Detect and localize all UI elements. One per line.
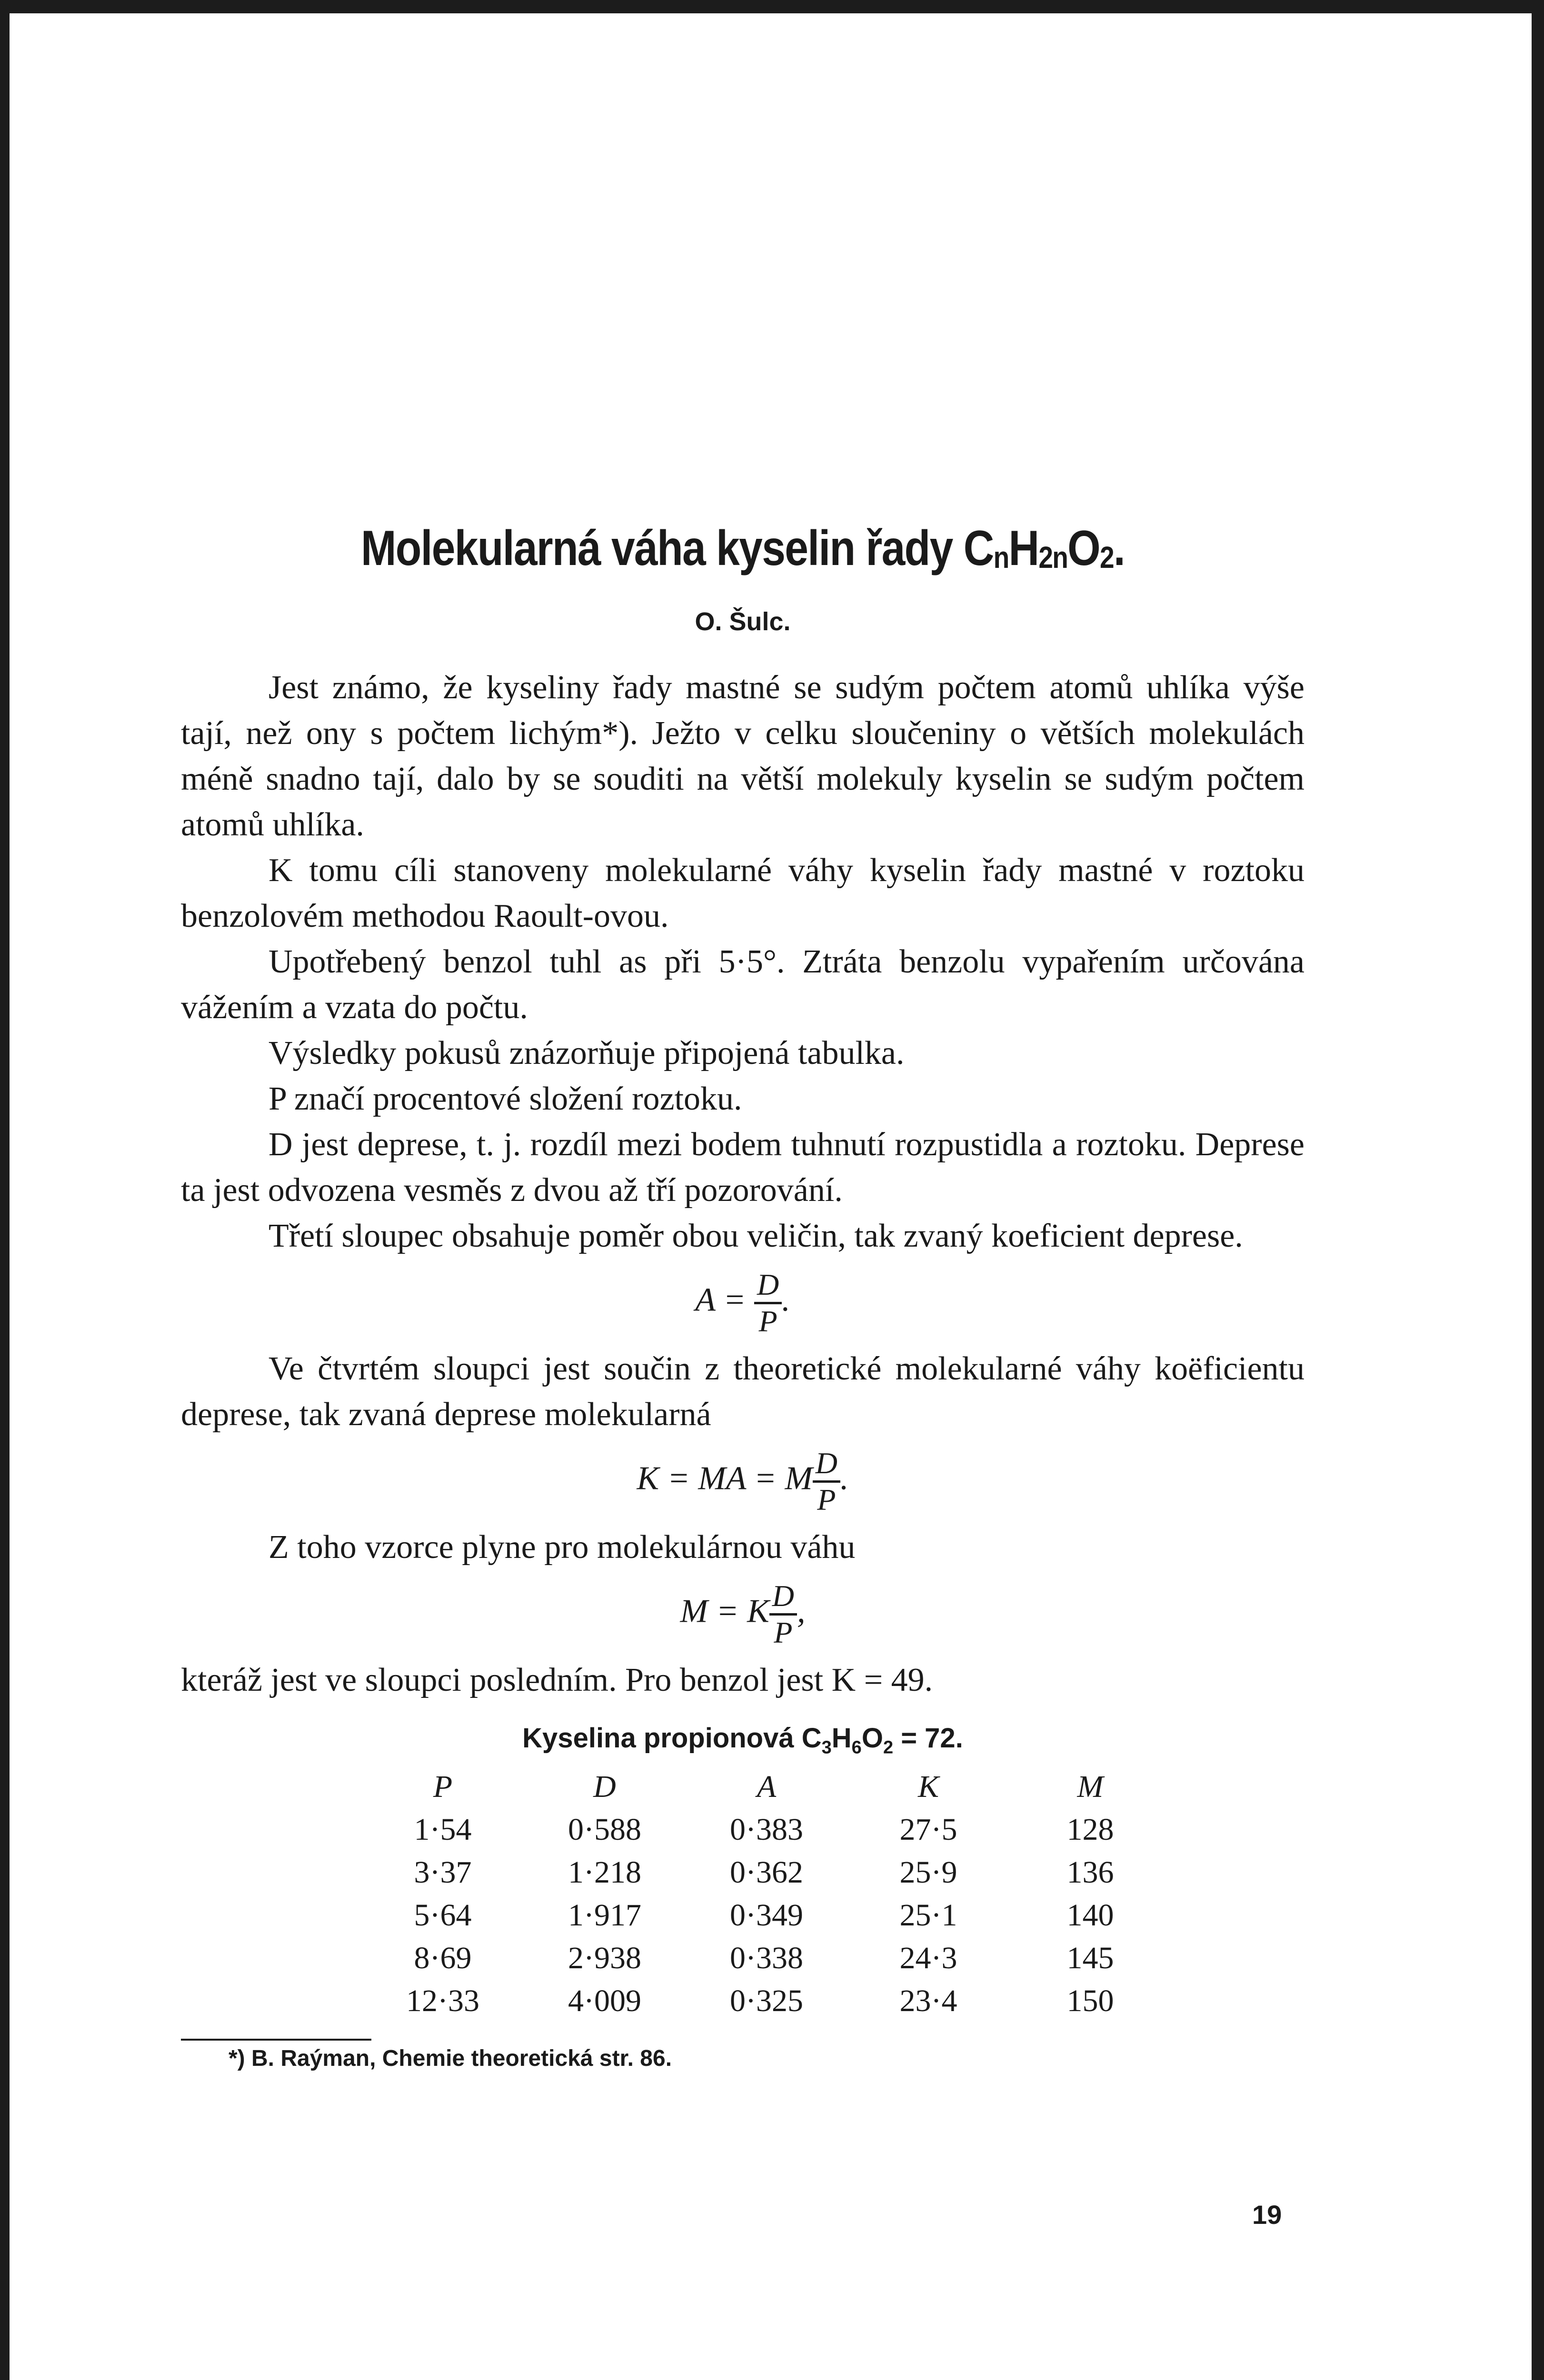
table-row — [362, 1851, 1171, 1894]
table-cell: 8·69 — [414, 1941, 472, 1976]
table-cell: 0·349 — [730, 1898, 803, 1933]
table-row — [362, 1937, 1171, 1980]
table-title-sub1: 3 — [821, 1737, 832, 1758]
formula-a-numerator: D — [754, 1269, 782, 1304]
table-cell: 128 — [1066, 1812, 1114, 1847]
table-header-m: M — [1077, 1769, 1104, 1805]
table-cell: 1·218 — [568, 1855, 641, 1890]
table-cell: 23·4 — [899, 1983, 957, 2019]
table-cell: 136 — [1066, 1855, 1114, 1890]
formula-m-end: , — [797, 1593, 806, 1630]
table-cell: 150 — [1066, 1983, 1114, 2019]
table-cell: 0·383 — [730, 1812, 803, 1847]
table-title-sub3: 2 — [883, 1737, 894, 1758]
table-cell: 5·64 — [414, 1898, 472, 1933]
paragraph-8: Ve čtvrtém sloupci jest součin z theoretické molekularné váhy koëficientu deprese, tak zvaná deprese molekularná — [181, 1350, 1305, 1433]
results-table — [362, 1765, 1171, 2023]
table-row — [362, 1894, 1171, 1937]
table-header-a: A — [757, 1769, 777, 1805]
table-title-d: = 72. — [893, 1722, 963, 1754]
table-cell: 140 — [1066, 1898, 1114, 1933]
table-header-d: D — [593, 1769, 616, 1805]
article-title — [259, 519, 1226, 578]
table-title-b: H — [831, 1722, 852, 1754]
table-header-k: K — [917, 1769, 939, 1805]
table-cell: 0·325 — [730, 1983, 803, 2019]
paragraph-7: Třetí sloupec obsahuje poměr obou veličin, tak zvaný koeficient deprese. — [269, 1217, 1243, 1254]
table-cell: 0·362 — [730, 1855, 803, 1890]
formula-k-numerator: D — [813, 1448, 840, 1483]
footnote-divider — [181, 2039, 371, 2041]
formula-m — [181, 1578, 1305, 1649]
formula-a — [181, 1269, 1305, 1337]
formula-k-denominator: P — [817, 1482, 836, 1517]
table-cell: 145 — [1066, 1941, 1114, 1976]
title-sub-2: 2 — [1100, 540, 1114, 575]
table-cell: 2·938 — [568, 1941, 641, 1976]
formula-a-left: A = — [695, 1281, 746, 1319]
paragraph-4: Výsledky pokusů znázorňuje připojená tabulka. — [269, 1034, 905, 1071]
formula-m-denominator: P — [774, 1615, 793, 1649]
title-sub-2n: 2n — [1038, 540, 1068, 575]
table-cell: 0·338 — [730, 1941, 803, 1976]
formula-a-end: . — [782, 1281, 790, 1319]
table-cell: 4·009 — [568, 1983, 641, 2019]
table-cell: 27·5 — [899, 1812, 957, 1847]
table-row — [362, 1808, 1171, 1851]
table-cell: 25·1 — [899, 1898, 957, 1933]
table-title-a: Kyselina propionová C — [522, 1722, 822, 1754]
paragraph-2: K tomu cíli stanoveny molekularné váhy kyselin řady mastné v roztoku benzolovém methodou Raoult-ovou. — [181, 852, 1305, 934]
table-title — [181, 1722, 1305, 1758]
table-row — [362, 1980, 1171, 2023]
paragraph-10: kteráž jest ve sloupci posledním. Pro benzol jest K = 49. — [181, 1661, 933, 1698]
paragraph-3: Upotřebený benzol tuhl as při 5·5°. Ztráta benzolu vypařením určována vážením a vzata do počtu. — [181, 943, 1305, 1026]
title-text: Molekularná váha kyselin řady C — [360, 521, 994, 576]
paragraph-9: Z toho vzorce plyne pro molekulárnou váhu — [269, 1528, 856, 1566]
table-header-p: P — [433, 1769, 453, 1805]
formula-k-fraction — [813, 1448, 840, 1515]
title-o: O — [1067, 521, 1100, 576]
title-sub-n: n — [993, 540, 1009, 575]
formula-m-numerator: D — [769, 1581, 797, 1616]
formula-m-fraction — [769, 1578, 797, 1649]
table-header-row — [362, 1765, 1171, 1808]
paragraph-1: Jest známo, že kyseliny řady mastné se sudým počtem atomů uhlíka výše tají, než ony s počtem lichým*). Ježto v celku sloučeniny o větších molekulách méně snadno tají, dalo by se souditi na větší molekuly kyselin se sudým počtem atomů uhlíka. — [181, 669, 1305, 843]
author: O. Šulc. — [695, 607, 791, 636]
footnote: *) B. Raýman, Chemie theoretická str. 86. — [229, 2046, 672, 2072]
paragraph-5: P značí procentové složení roztoku. — [269, 1080, 742, 1117]
table-title-c: O — [861, 1722, 883, 1754]
table-cell: 24·3 — [899, 1941, 957, 1976]
title-end: . — [1113, 521, 1125, 576]
table-cell: 25·9 — [899, 1855, 957, 1890]
formula-a-fraction — [754, 1269, 782, 1337]
formula-k-end: . — [840, 1460, 849, 1497]
table-cell: 12·33 — [406, 1983, 479, 2019]
table-title-sub2: 6 — [851, 1737, 862, 1758]
title-h: H — [1008, 521, 1039, 576]
formula-a-denominator: P — [758, 1304, 777, 1338]
paragraph-6: D jest deprese, t. j. rozdíl mezi bodem tuhnutí rozpustidla a roztoku. Deprese ta jest odvozena vesměs z dvou až tří pozorování. — [181, 1126, 1305, 1209]
document-page — [181, 519, 1305, 2072]
formula-k — [181, 1448, 1305, 1515]
table-cell: 0·588 — [568, 1812, 641, 1847]
formula-m-left: M = K — [680, 1593, 769, 1630]
table-cell: 1·917 — [568, 1898, 641, 1933]
page-number: 19 — [1252, 2200, 1282, 2230]
formula-k-left: K = MA = M — [637, 1460, 813, 1497]
table-cell: 3·37 — [414, 1855, 472, 1890]
table-cell: 1·54 — [414, 1812, 472, 1847]
